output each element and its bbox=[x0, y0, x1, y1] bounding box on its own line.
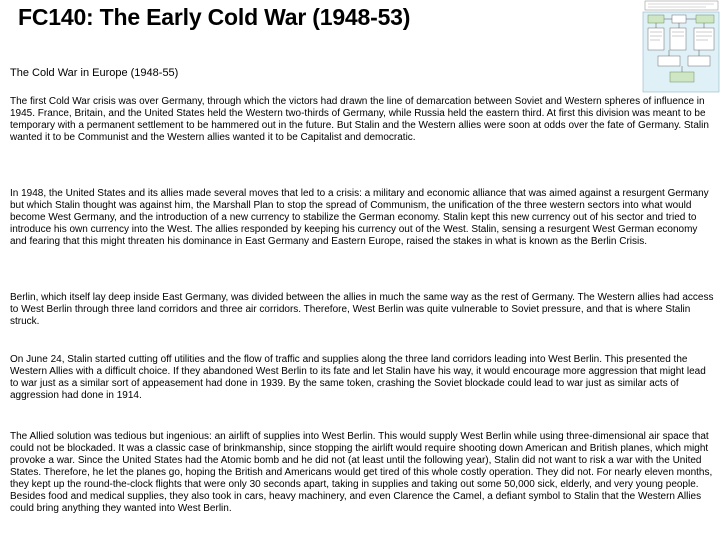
paragraph-airlift: The Allied solution was tedious but ingenious: an airlift of supplies into West Berlin. This would supply West Berlin while using three-dimensional air space that could not be blockaded. It was a classic case of brinkmanship, since stopping the airlift would require shooting down American and British planes, which might provoke a war. Since the United States had the Atomic bomb and he did not (at least until the following year), Stalin did not want to risk a war with the United States. Therefore, he let the planes go, hoping the British and Americans would get tired of this whole costly operation. They did not. For nearly eleven months, they kept up the round-the-clock flights that were only 30 seconds apart, taking in supplies and taking out some 50,000 sick, elderly, and very young people. Besides food and medical supplies, they also took in cars, heavy machinery, and even Clarence the Camel, a defiant symbol to Stalin that the Western Allies could bring anything they wanted into West Berlin. bbox=[10, 431, 713, 514]
diagram-thumbnail-icon bbox=[642, 0, 720, 94]
page-title: FC140: The Early Cold War (1948-53) bbox=[18, 4, 411, 30]
paragraph-germany-division: The first Cold War crisis was over Germany, through which the victors had drawn the line of demarcation between Soviet and Western spheres of influence in 1945. France, Britain, and the United States held the Western two-thirds of Germany, while Russia held the eastern third. At first this division was meant to be temporary with a permanent settlement to be hammered out in the future. But Stalin and the Western allies were soon at odds over the fate of Germany. Stalin wanted it to be Communist and the Western allies wanted it to be Capitalist and democratic. bbox=[10, 96, 709, 143]
section-heading: The Cold War in Europe (1948-55) bbox=[10, 67, 179, 79]
paragraph-blockade: On June 24, Stalin started cutting off utilities and the flow of traffic and supplies along the three land corridors leading into West Berlin. This presented the Western Allies with a difficult choice. If they abandoned West Berlin to its fate and let Stalin have his way, it would encourage more aggression that might lead to war just as a similar sort of appeasement had done in 1939. By the same token, crashing the Soviet blockade could lead to war just as similar acts of aggression had done in 1914. bbox=[10, 354, 706, 401]
paragraph-1948-crisis: In 1948, the United States and its allies made several moves that led to a crisis: a military and economic alliance that was aimed against a resurgent Germany but which Stalin thought was against him, the Marshall Plan to stop the spread of Communism, the unification of the three western sectors into what would become West Germany, and the introduction of a new currency to stabilize the German economy. Stalin kept this new currency out of his sector and tried to introduce his own currency into the West. The allies responded by keeping his currency out of the West. Stalin, sensing a resurgent West German economy and fearing that this might threaten his dominance in East Germany and Eastern Europe, raised the stakes in what is known as the Berlin Crisis. bbox=[10, 188, 709, 247]
paragraph-berlin-division: Berlin, which itself lay deep inside East Germany, was divided between the allies in much the same way as the rest of Germany. The Western allies had access to West Berlin through three land corridors and three air corridors. Therefore, West Berlin was quite vulnerable to Soviet pressure, and that is where Stalin struck. bbox=[10, 292, 714, 327]
